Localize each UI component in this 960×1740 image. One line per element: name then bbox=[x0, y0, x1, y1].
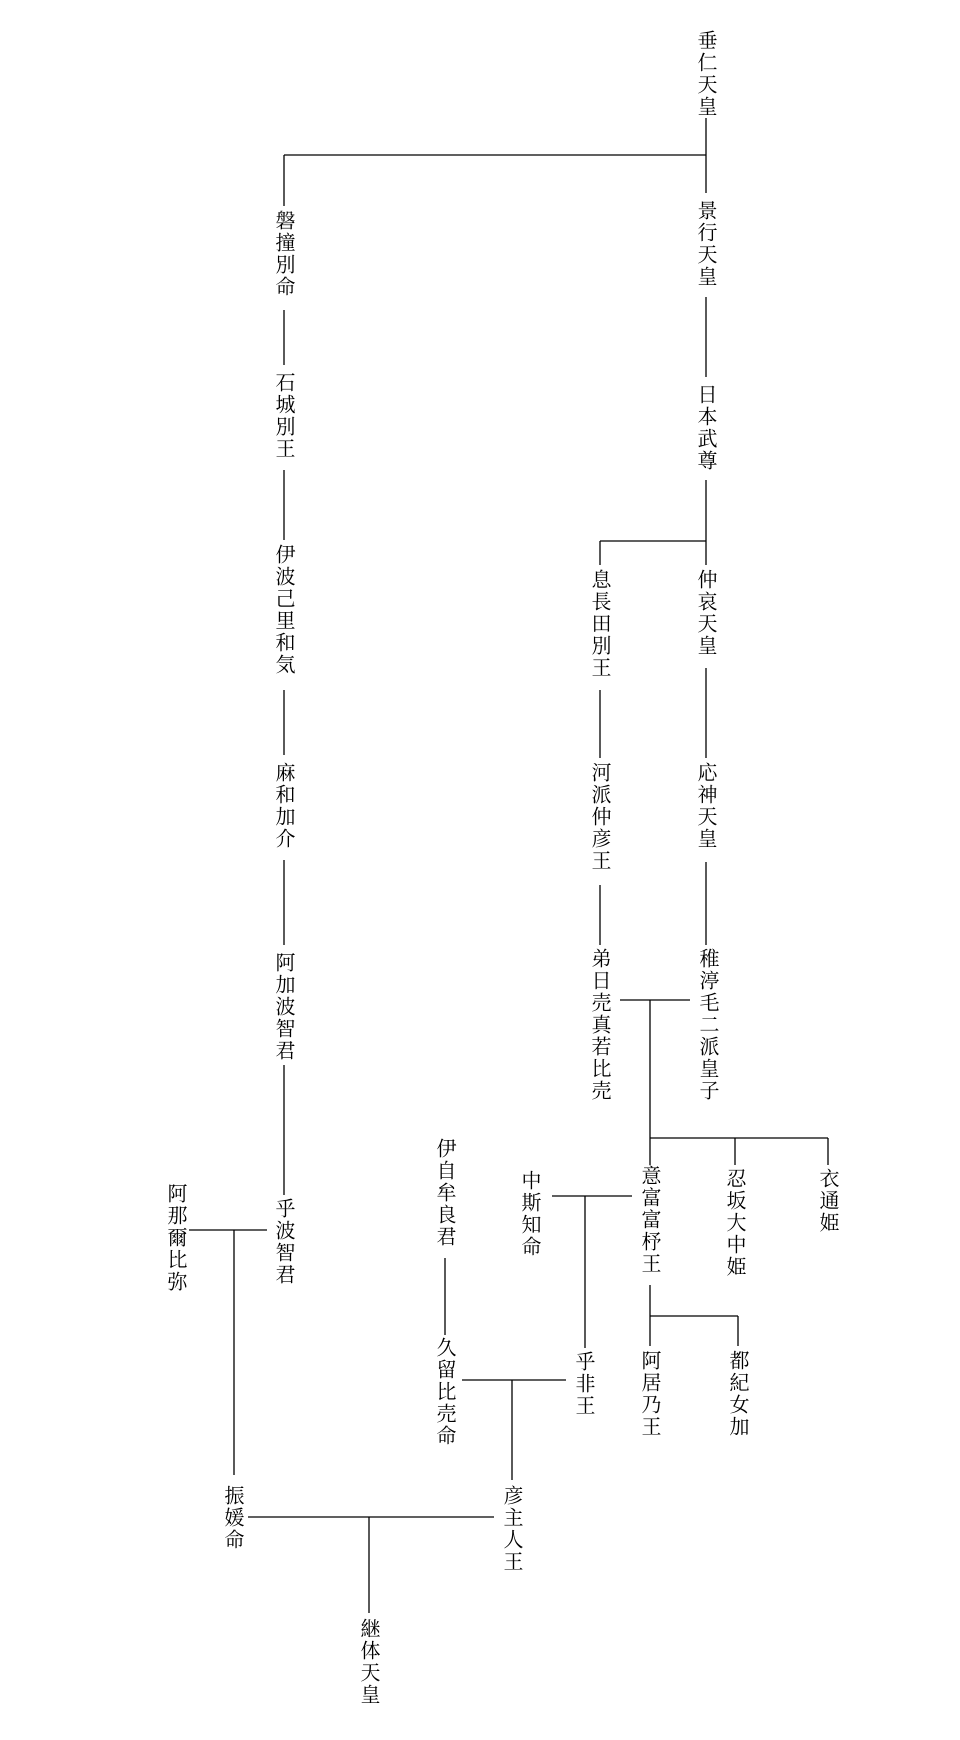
person-ohohoto: 意富富杼王 bbox=[638, 1165, 662, 1275]
person-ishikiwake: 石城別王 bbox=[272, 372, 296, 460]
person-sotoori: 衣通姫 bbox=[816, 1168, 840, 1234]
person-hikoushi: 彦主人王 bbox=[500, 1485, 524, 1573]
person-keitai: 継体天皇 bbox=[357, 1618, 381, 1706]
person-kurumihime: 久留比売命 bbox=[433, 1337, 457, 1447]
person-tsukime: 都紀女加 bbox=[726, 1350, 750, 1438]
person-wakanuke: 稚渟毛二派皇子 bbox=[696, 948, 720, 1102]
person-nakashichi: 中斯知命 bbox=[518, 1170, 542, 1258]
person-ohi: 乎非王 bbox=[572, 1351, 596, 1417]
person-makaike: 麻和加介 bbox=[272, 762, 296, 850]
person-furihime: 振媛命 bbox=[221, 1485, 245, 1551]
person-osaka: 忍坂大中姫 bbox=[723, 1168, 747, 1278]
person-kawamata: 河派仲彦王 bbox=[588, 762, 612, 872]
person-keiko: 景行天皇 bbox=[694, 200, 718, 288]
person-okinagatawake: 息長田別王 bbox=[588, 569, 612, 679]
person-ohachi: 乎波智君 bbox=[272, 1198, 296, 1286]
person-iwakoriwake: 伊波己里和気 bbox=[272, 544, 296, 676]
person-ijimura: 伊自牟良君 bbox=[433, 1138, 457, 1248]
person-ojin: 応神天皇 bbox=[694, 762, 718, 850]
person-iwatsukuwake: 磐撞別命 bbox=[272, 210, 296, 298]
person-akahachi: 阿加波智君 bbox=[272, 952, 296, 1062]
person-suinin: 垂仁天皇 bbox=[694, 30, 718, 118]
person-anaji: 阿那爾比弥 bbox=[164, 1183, 188, 1293]
person-chuai: 仲哀天皇 bbox=[694, 569, 718, 657]
person-nihontakeru: 日本武尊 bbox=[694, 384, 718, 472]
person-ai: 阿居乃王 bbox=[638, 1350, 662, 1438]
person-otohimamawaka: 弟日売真若比売 bbox=[588, 948, 612, 1102]
